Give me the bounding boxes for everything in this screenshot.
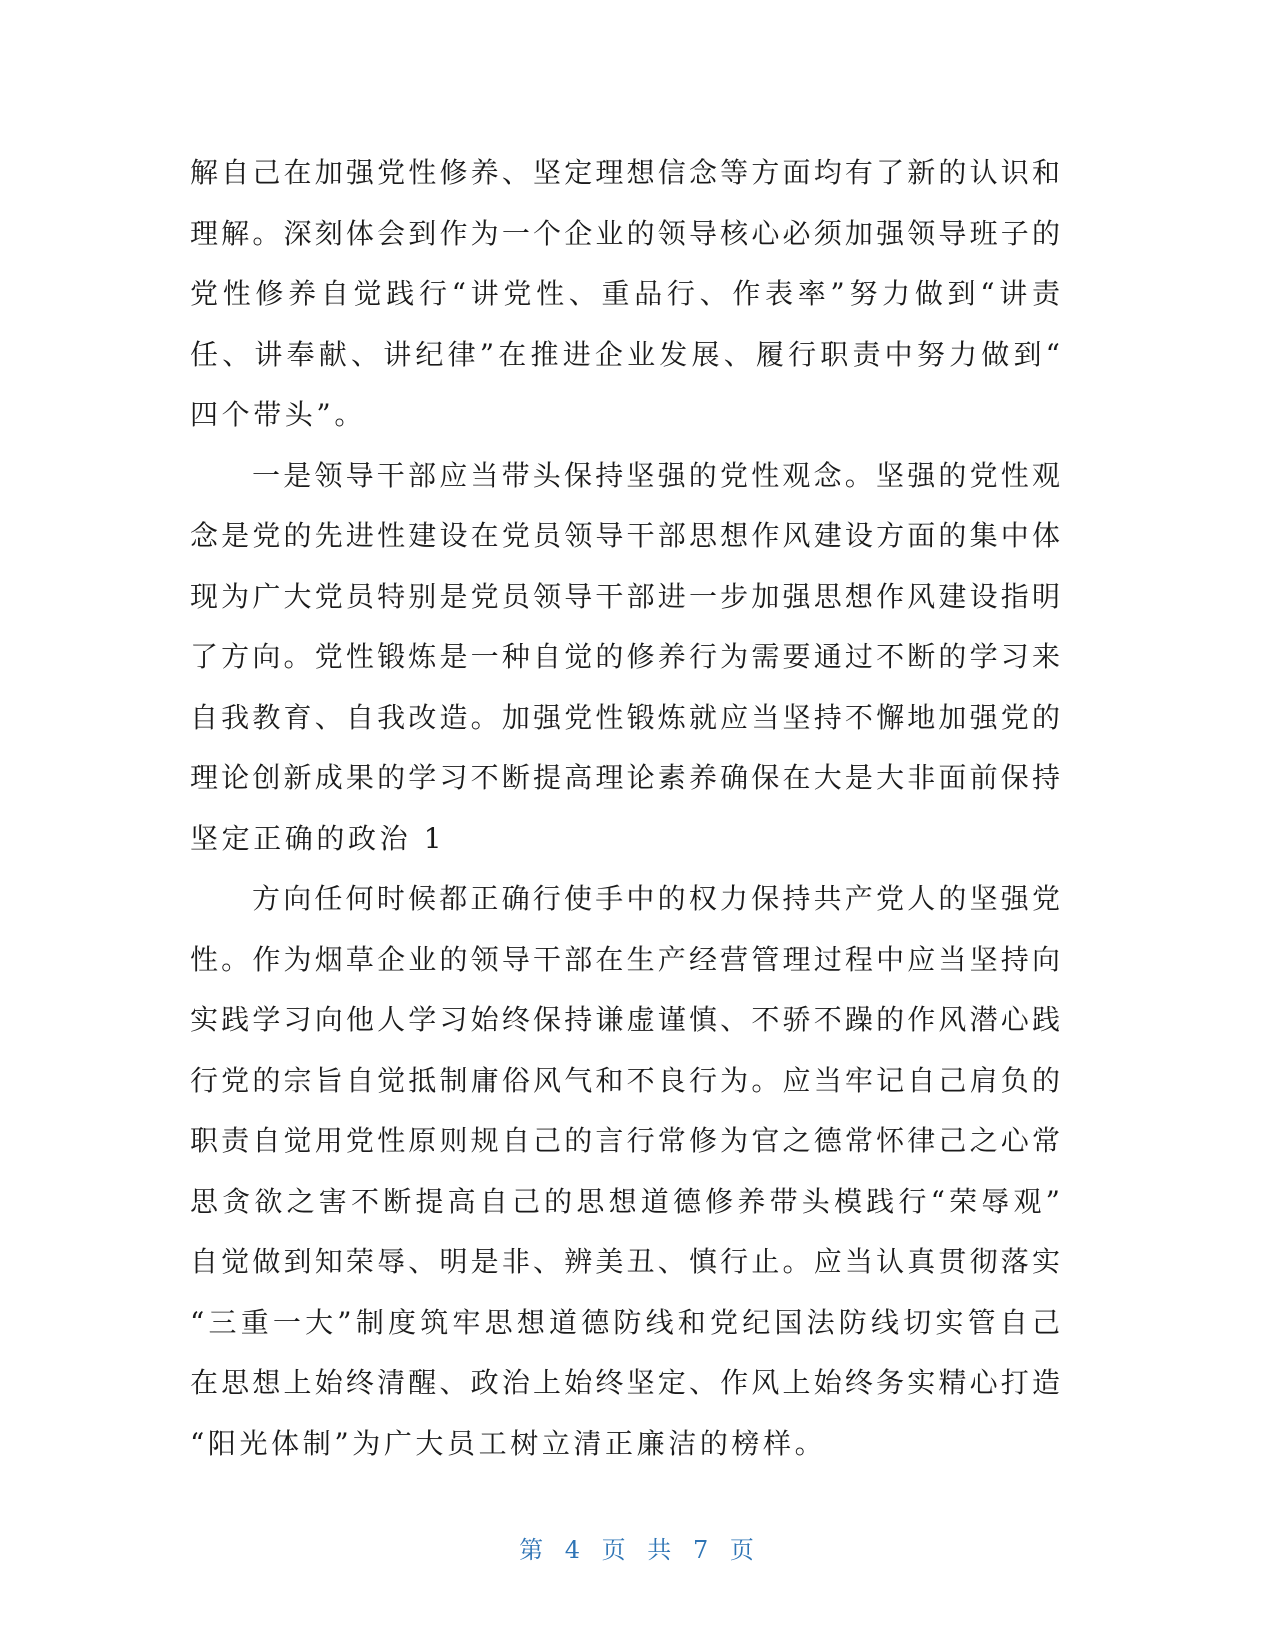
- text-line: 理论创新成果的学习不断提高理论素养确保在大是大非面前保持: [190, 761, 1060, 794]
- paragraph-1: [190, 143, 1060, 446]
- text-line: 行党的宗旨自觉抵制庸俗风气和不良行为。应当牢记自己肩负的: [190, 1063, 1060, 1097]
- text-line: “三重一大”制度筑牢思想道德防线和党纪国法防线切实管自己: [190, 1305, 1060, 1339]
- text-line: 性。作为烟草企业的领导干部在生产经营管理过程中应当坚持向: [190, 942, 1060, 976]
- text-line: 任、讲奉献、讲纪律”在推进企业发展、履行职责中努力做到“: [190, 337, 1060, 371]
- text-line: 自我教育、自我改造。加强党性锻炼就应当坚持不懈地加强党的: [190, 700, 1060, 734]
- text-line: 在思想上始终清醒、政治上始终坚定、作风上始终务实精心打造: [190, 1366, 1060, 1399]
- text-line: 自觉做到知荣辱、明是非、辨美丑、慎行止。应当认真贯彻落实: [190, 1245, 1060, 1278]
- document-body: [190, 143, 1060, 1474]
- text-line: 理解。深刻体会到作为一个企业的领导核心必须加强领导班子的: [190, 216, 1060, 250]
- text-line: 思贪欲之害不断提高自己的思想道德修养带头模践行“荣辱观”: [190, 1184, 1060, 1218]
- text-line: 解自己在加强党性修养、坚定理想信念等方面均有了新的认识和: [190, 156, 1060, 189]
- paragraph-3: [190, 869, 1060, 1474]
- text-line: 党性修养自觉践行“讲党性、重品行、作表率”努力做到“讲责: [190, 277, 1060, 310]
- text-line: 念是党的先进性建设在党员领导干部思想作风建设方面的集中体: [190, 519, 1060, 552]
- text-line: 现为广大党员特别是党员领导干部进一步加强思想作风建设指明: [190, 579, 1060, 613]
- paragraph-2: [190, 446, 1060, 870]
- text-line: 实践学习向他人学习始终保持谦虚谨慎、不骄不躁的作风潜心践: [190, 1003, 1060, 1036]
- page-footer: 第 4 页 共 7 页: [519, 1536, 756, 1564]
- text-line: 坚定正确的政治 1: [190, 821, 446, 855]
- text-line: 一是领导干部应当带头保持坚强的党性观念。坚强的党性观: [252, 458, 1060, 492]
- text-line: “阳光体制”为广大员工树立清正廉洁的榜样。: [190, 1426, 827, 1460]
- text-line: 四个带头”。: [190, 398, 366, 431]
- text-line: 职责自觉用党性原则规自己的言行常修为官之德常怀律己之心常: [190, 1124, 1060, 1157]
- text-line: 方向任何时候都正确行使手中的权力保持共产党人的坚强党: [252, 882, 1060, 915]
- text-line: 了方向。党性锻炼是一种自觉的修养行为需要通过不断的学习来: [190, 640, 1060, 673]
